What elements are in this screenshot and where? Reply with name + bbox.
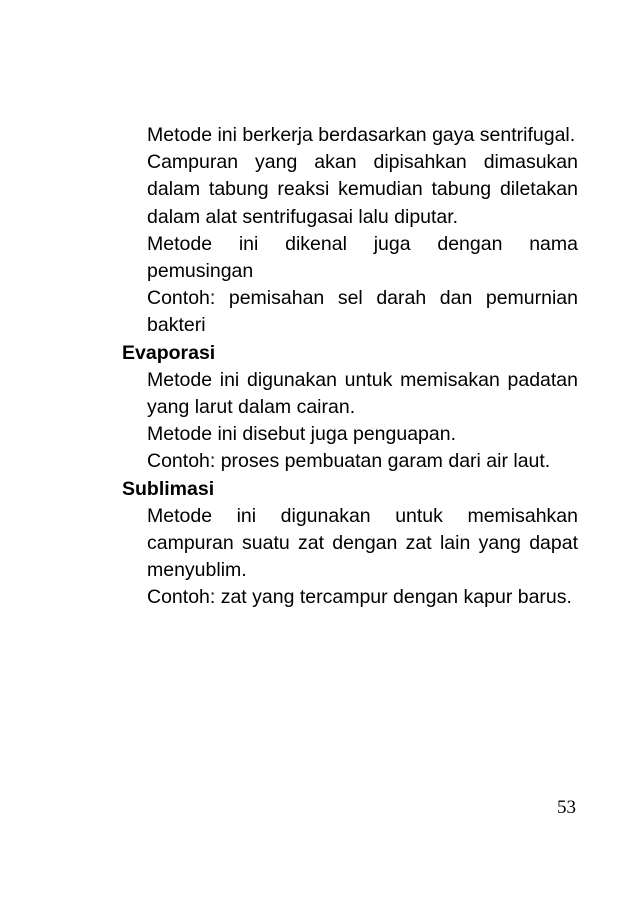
evaporasi-paragraph-2: Metode ini disebut juga penguapan.: [147, 423, 456, 446]
sublimasi-paragraph-1: Metode ini digunakan untuk memisahkan campuran suatu zat dengan zat lain yang dapat menyublim.: [147, 504, 578, 582]
sentrifugasi-paragraph-1: Metode ini berkerja berdasarkan gaya sentrifugal.: [147, 124, 576, 146]
evaporasi-heading: Evaporasi: [122, 341, 216, 364]
sentrifugasi-section: [122, 122, 578, 340]
evaporasi-section: [122, 340, 578, 476]
sentrifugasi-paragraph-2: Campuran yang akan dipisahkan dimasukan dalam tabung reaksi kemudian tabung diletakan dalam alat sentrifugasai lalu diputar.: [147, 151, 578, 228]
evaporasi-paragraph-3: Contoh: proses pembuatan garam dari air laut.: [147, 450, 551, 473]
evaporasi-paragraph-1: Metode ini digunakan untuk memisakan padatan yang larut dalam cairan.: [147, 368, 578, 419]
page-content: [122, 122, 578, 612]
sentrifugasi-paragraph-3: Metode ini dikenal juga dengan nama pemusingan: [147, 232, 578, 283]
sublimasi-paragraph-2: Contoh: zat yang tercampur dengan kapur barus.: [147, 586, 572, 609]
sentrifugasi-paragraph-4: Contoh: pemisahan sel darah dan pemurnian bakteri: [147, 287, 578, 337]
sublimasi-heading: Sublimasi: [122, 477, 215, 500]
page-number: 53: [557, 797, 576, 818]
sublimasi-section: [122, 476, 578, 612]
